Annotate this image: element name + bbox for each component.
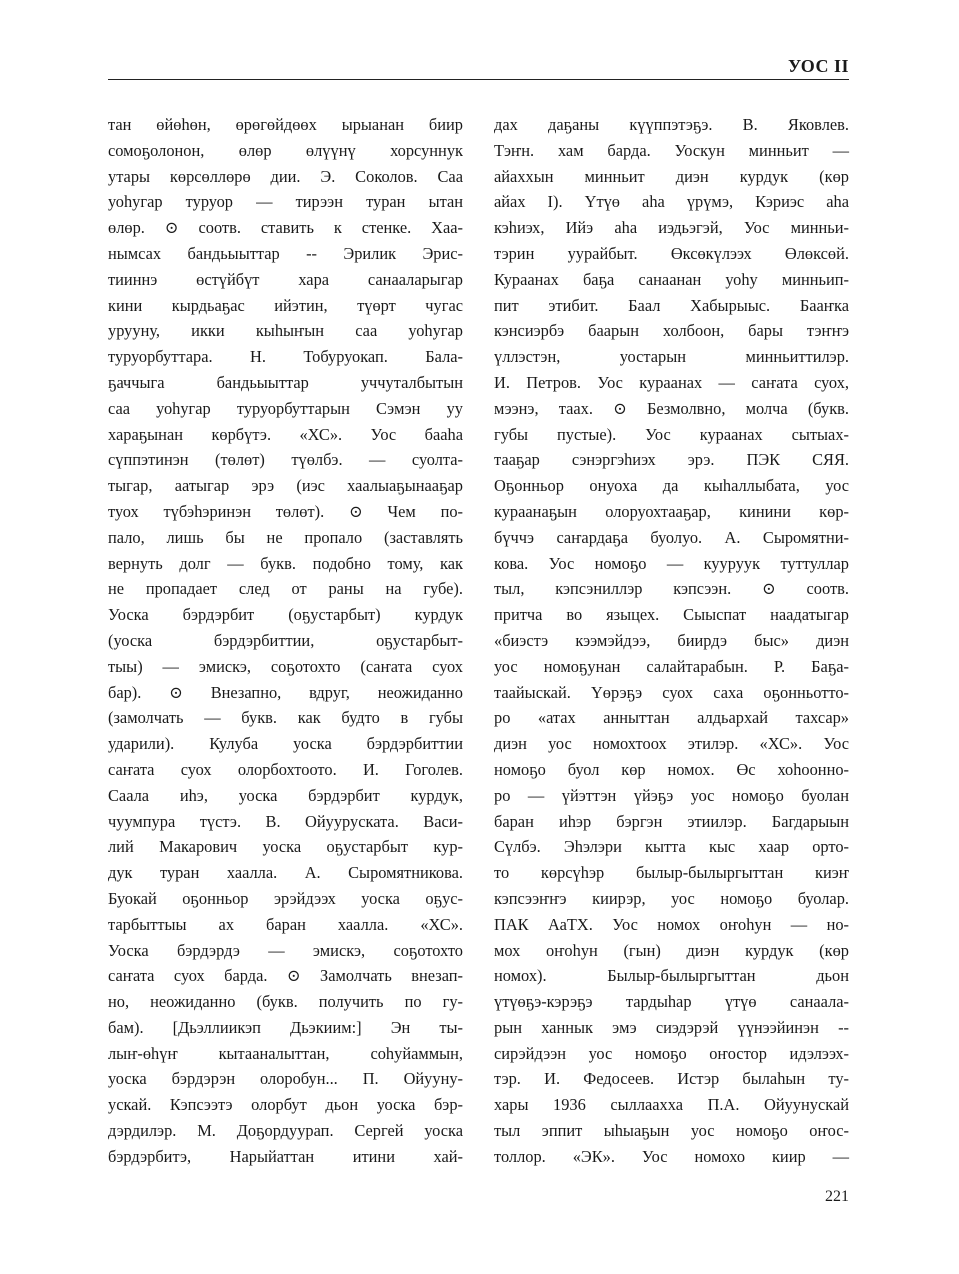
text-line: ПАК АаТХ. Уос номох оҥоһун — но- [494, 914, 849, 934]
text-line: сүппэтинэн (төлөт) түөлбэ. — суолта- [108, 450, 463, 470]
text-line: ҕаччыга бандьыыттар уччуталбытын [108, 372, 463, 392]
text-line: Тэҥн. хам барда. Уоскун минньит — [494, 140, 849, 160]
text-line: Уоска бэрдэрбит (оҕустарбыт) курдук [108, 605, 463, 625]
text-line: Буокай оҕонньор эрэйдээх уоска оҕус- [108, 888, 463, 908]
text-line: но, неожиданно (букв. получить по гу- [108, 992, 463, 1012]
text-line: ускай. Кэпсээтэ олорбут дьон уоска бэр- [108, 1095, 463, 1115]
text-line: Кураанах баҕа санаанан уоһу минньип- [494, 269, 849, 289]
text-line: урууну, икки кыһыҥын саа уоһугар [108, 321, 463, 341]
text-line: чуумпура түстэ. В. Ойууруската. Васи- [108, 811, 463, 831]
text-line: диэн уос номохтоох этилэр. «ХС». Уос [494, 734, 849, 754]
text-line: тыл, кэпсэниллэр кэпсээн. ⊙ соотв. [494, 579, 849, 599]
page-number: 221 [825, 1188, 849, 1205]
text-line: (замолчать — букв. как будто в губы [108, 708, 463, 728]
text-line: туох түбэһэринэн төлөт). ⊙ Чем по- [108, 501, 463, 521]
text-line: кэһиэх, Ийэ аһа иэдьэгэй, Уос минньи- [494, 218, 849, 238]
text-line: уос номоҕунан салайтарабын. Р. Баҕа- [494, 656, 849, 676]
text-line: мох оҥоһун (гын) диэн курдук (көр [494, 940, 849, 960]
text-line: ро «атах анныттан алдьархай тахсар» [494, 708, 849, 728]
text-line: номоҕо буол көр номох. Өс хоһооннo- [494, 759, 849, 779]
text-line: тэрин уурайбыт. Өксөкүлээх Өлөксөй. [494, 243, 849, 263]
text-line: тарбыттыы ах баран хаалла. «ХС». [108, 914, 463, 934]
right-column [494, 112, 849, 1170]
text-line: вернуть долг — букв. подобно тому, как [108, 553, 463, 573]
text-line: притча во языцех. Сыыспат наадатыгар [494, 605, 849, 625]
header-rule [108, 79, 849, 80]
text-line: баран иһэр бэргэн этиилэр. Багдарыын [494, 811, 849, 831]
text-line: Оҕонньор онуоха да кыһаллыбата, уос [494, 476, 849, 496]
text-line: бар). ⊙ Внезапно, вдруг, неожиданно [108, 682, 463, 702]
text-line: Уоска бэрдэрдэ — эмискэ, соҕотохто [108, 940, 463, 960]
text-line: кова. Уос номоҕо — кууруук туттуллар [494, 553, 849, 573]
text-line: тыл эппит ыһыаҕын уос номоҕо оҥос- [494, 1121, 849, 1141]
text-line: нымсах бандьыыттар -- Эрилик Эрис- [108, 243, 463, 263]
text-line: тыы) — эмискэ, соҕотохто (саҥата суох [108, 656, 463, 676]
text-line: саҥата суох барда. ⊙ Замолчать внезап- [108, 966, 463, 986]
text-line: тэр. И. Федосеев. Истэр былаһын ту- [494, 1069, 849, 1089]
text-line: номох). Былыр-былыргыттан дьон [494, 966, 849, 986]
text-line: рын ханнык эмэ сиэдэрэй үүнээйинэн -- [494, 1017, 849, 1037]
text-line: дук туран хаалла. А. Сыромятникова. [108, 863, 463, 883]
text-line: мээнэ, таах. ⊙ Безмолвно, молча (букв. [494, 398, 849, 418]
running-head: УОС II [787, 56, 849, 76]
text-line: кэпсээҥҥэ киирэр, уос номоҕо буолар. [494, 888, 849, 908]
text-line: лий Макарович уоска оҕустарбыт кур- [108, 837, 463, 857]
text-line: айаххын минньит диэн курдук (көр [494, 166, 849, 186]
text-line: ударили). Кулуба уоска бэрдэрбиттии [108, 734, 463, 754]
text-line: бам). [Дьэллиикэп Дьэкиим:] Эн ты- [108, 1017, 463, 1037]
text-line: «биэстэ кээмэйдээ, биирдэ быс» диэн [494, 630, 849, 650]
text-line: үтүөҕэ-кэрэҕэ тардыһар үтүө санаала- [494, 992, 849, 1012]
text-line: дах даҕаны күүппэтэҕэ. В. Яковлев. [494, 115, 849, 134]
text-line: сирэйдээн уос номоҕо оҥостор идэлээх- [494, 1043, 849, 1063]
text-line: өлөр. ⊙ соотв. ставить к стенке. Хаа- [108, 218, 463, 238]
text-line: хараҕынан көрбүтэ. «ХС». Уос бааһа [108, 424, 463, 444]
text-line: Саала иһэ, уоска бэрдэрбит курдук, [108, 785, 463, 805]
text-line: И. Петров. Уос кураанах — саҥата суох, [494, 372, 849, 392]
text-line: дэрдилэр. М. Доҕордуурап. Сергей уоска [108, 1121, 463, 1141]
text-line: ро — үйэттэн үйэҕэ уос номоҕо буолан [494, 785, 849, 805]
text-line: то көрсүһэр былыр-былыргыттан киэҥ [494, 863, 849, 883]
text-line: кини кырдьаҕас ийэтин, түөрт чугас [108, 295, 463, 315]
text-line: тааҕар сэнэргэһиэх эрэ. ПЭК СЯЯ. [494, 450, 849, 470]
text-line: кураанаҕын олоруохтааҕар, кинини көр- [494, 501, 849, 521]
text-line: саа уоһугар туруорбуттарын Сэмэн уу [108, 398, 463, 418]
text-line: (уоска бэрдэрбиттии, оҕустарбыт- [108, 630, 463, 650]
text-line: губы пустые). Уос кураанах сытыах- [494, 424, 849, 444]
text-line: уоска бэрдэрэн олоробун... П. Ойууну- [108, 1069, 463, 1089]
text-line: утары көрсөллөрө дии. Э. Соколов. Саа [108, 166, 463, 186]
left-column [108, 112, 463, 1170]
text-line: пало, лишь бы не пропало (заставлять [108, 527, 463, 547]
text-line: не пропадает след от раны на губе). [108, 579, 463, 599]
text-line: тыгар, аатыгар эрэ (иэс хаалыаҕынааҕар [108, 476, 463, 496]
text-line: Сүлбэ. Эһэлэри кытта кыс хаар орто- [494, 837, 849, 857]
text-line: бэрдэрбитэ, Нарыйаттан итини хай- [108, 1146, 463, 1166]
text-line: саҥата суох олорбохтоото. И. Гоголев. [108, 759, 463, 779]
text-line: кэнсиэрбэ баарын холбоон, бары тэҥҥэ [494, 321, 849, 341]
text-line: тан өйөһөн, өрөгөйдөөх ырыанан биир [108, 115, 463, 134]
text-line: туруорбуттара. Н. Тобуруокап. Бала- [108, 347, 463, 367]
text-line: толлор. «ЭК». Уос номохо киир — [494, 1146, 849, 1166]
text-line: уоһугар туруор — тирээн туран ытан [108, 192, 463, 212]
text-line: лыҥ-өһүҥ кытааналыттан, соһуйаммын, [108, 1043, 463, 1063]
text-line: сомоҕолонон, өлөр өлүүнү хорсуннук [108, 140, 463, 160]
text-line: хары 1936 сыллаахха П.А. Ойуунускай [494, 1095, 849, 1115]
text-line: айах I). Үтүө аһа үрүмэ, Кэриэс аһа [494, 192, 849, 212]
text-line: тииннэ өстүйбүт хара санааларыгар [108, 269, 463, 289]
text-line: үллэстэн, уостарын минньиттилэр. [494, 347, 849, 367]
text-line: бүччэ саҥардаҕа буолуо. А. Сыромятни- [494, 527, 849, 547]
text-line: таайыскай. Үөрэҕэ суох саха оҕонньотто- [494, 682, 849, 702]
text-line: пит этибит. Баал Хабырыыс. Бааҥка [494, 295, 849, 315]
